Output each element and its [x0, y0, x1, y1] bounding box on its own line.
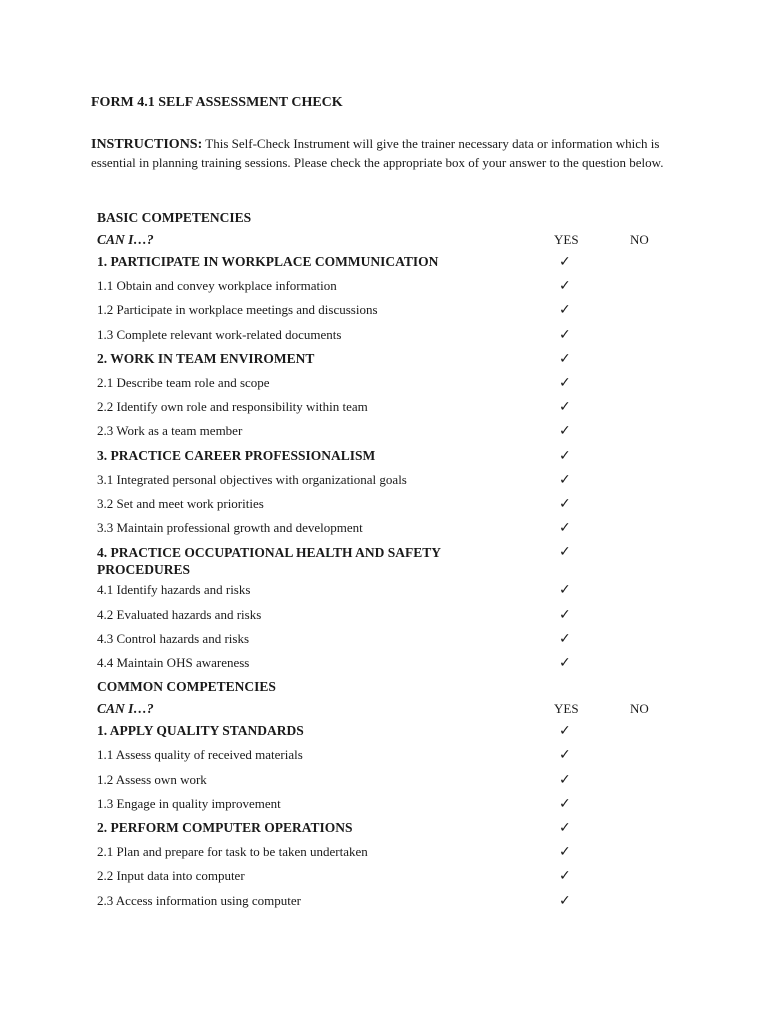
form-title: FORM 4.1 SELF ASSESSMENT CHECK — [91, 95, 343, 110]
competency-heading: 3. PRACTICE CAREER PROFESSIONALISM — [97, 447, 376, 463]
checklist-item-label: 3.2 Set and meet work priorities — [97, 496, 264, 511]
checklist-item-label: 1.3 Complete relevant work-related documents — [97, 326, 342, 342]
checklist-item-label: 2.2 Input data into computer — [97, 868, 245, 884]
yes-check-mark[interactable]: ✓ — [559, 520, 571, 537]
checklist-item-label: 2.3 Work as a team member — [97, 423, 243, 439]
yes-check-mark[interactable]: ✓ — [559, 278, 571, 295]
checklist-item-label: 2.2 Identify own role and responsibility within team — [97, 399, 368, 415]
yes-check-mark[interactable]: ✓ — [559, 844, 571, 861]
yes-column-header: YES — [554, 232, 579, 247]
checklist-item-label: 1.3 Engage in quality improvement — [97, 795, 281, 811]
competency-heading: 4. PRACTICE OCCUPATIONAL HEALTH AND SAFETY PROCEDURES — [97, 545, 441, 578]
yes-check-mark[interactable]: ✓ — [559, 544, 571, 561]
yes-check-mark[interactable]: ✓ — [559, 254, 571, 270]
checklist-item-label: 2.1 Plan and prepare for task to be taken undertaken — [97, 844, 368, 860]
checklist-item-label: 2.1 Describe team role and scope — [97, 375, 270, 390]
can-i-label: CAN I…? — [97, 232, 154, 247]
yes-check-mark[interactable]: ✓ — [559, 375, 571, 391]
yes-check-mark[interactable]: ✓ — [559, 496, 571, 512]
yes-check-mark[interactable]: ✓ — [559, 795, 571, 812]
yes-check-mark[interactable]: ✓ — [559, 350, 571, 367]
no-column-header: NO — [630, 701, 649, 717]
yes-check-mark[interactable]: ✓ — [559, 747, 571, 764]
checklist-item-label: 3.3 Maintain professional growth and development — [97, 520, 363, 536]
checklist-item-label: 1.1 Obtain and convey workplace information — [97, 278, 337, 294]
section-title: COMMON COMPETENCIES — [97, 679, 276, 695]
yes-check-mark[interactable]: ✓ — [559, 302, 571, 319]
yes-check-mark[interactable]: ✓ — [559, 630, 571, 647]
instructions-text: This Self-Check Instrument will give the trainer necessary data or information which is essential in planning training sessions. Please check the appropriate box of your answer to the question below. — [91, 136, 664, 170]
yes-check-mark[interactable]: ✓ — [559, 868, 571, 885]
yes-check-mark[interactable]: ✓ — [559, 820, 571, 836]
checklist-item-label: 2.3 Access information using computer — [97, 892, 301, 908]
checklist-item-label: 1.1 Assess quality of received materials — [97, 747, 303, 763]
checklist-item-label: 4.1 Identify hazards and risks — [97, 582, 251, 598]
yes-check-mark[interactable]: ✓ — [559, 655, 571, 671]
yes-check-mark[interactable]: ✓ — [559, 892, 571, 909]
checklist-item-label: 4.4 Maintain OHS awareness — [97, 655, 250, 670]
no-column-header: NO — [630, 232, 649, 247]
competency-heading: 1. APPLY QUALITY STANDARDS — [97, 723, 304, 739]
checklist-item-label: 4.2 Evaluated hazards and risks — [97, 606, 262, 622]
can-i-label: CAN I…? — [97, 701, 154, 717]
competency-heading: 2. WORK IN TEAM ENVIROMENT — [97, 350, 315, 366]
competency-heading: 2. PERFORM COMPUTER OPERATIONS — [97, 820, 353, 835]
yes-check-mark[interactable]: ✓ — [559, 399, 571, 416]
yes-check-mark[interactable]: ✓ — [559, 582, 571, 599]
yes-check-mark[interactable]: ✓ — [559, 771, 571, 788]
yes-check-mark[interactable]: ✓ — [559, 723, 571, 740]
yes-column-header: YES — [554, 701, 579, 717]
instructions-label: INSTRUCTIONS: — [91, 137, 203, 152]
checklist-item-label: 1.2 Participate in workplace meetings and discussions — [97, 302, 378, 318]
yes-check-mark[interactable]: ✓ — [559, 423, 571, 440]
yes-check-mark[interactable]: ✓ — [559, 606, 571, 623]
checklist-item-label: 4.3 Control hazards and risks — [97, 630, 250, 646]
checklist-item-label: 1.2 Assess own work — [97, 771, 207, 787]
yes-check-mark[interactable]: ✓ — [559, 447, 571, 464]
section-title: BASIC COMPETENCIES — [97, 210, 252, 225]
yes-check-mark[interactable]: ✓ — [559, 326, 571, 343]
yes-check-mark[interactable]: ✓ — [559, 471, 571, 488]
instructions-paragraph — [91, 135, 681, 172]
competency-heading: 1. PARTICIPATE IN WORKPLACE COMMUNICATION — [97, 254, 439, 269]
checklist-item-label: 3.1 Integrated personal objectives with organizational goals — [97, 471, 407, 487]
